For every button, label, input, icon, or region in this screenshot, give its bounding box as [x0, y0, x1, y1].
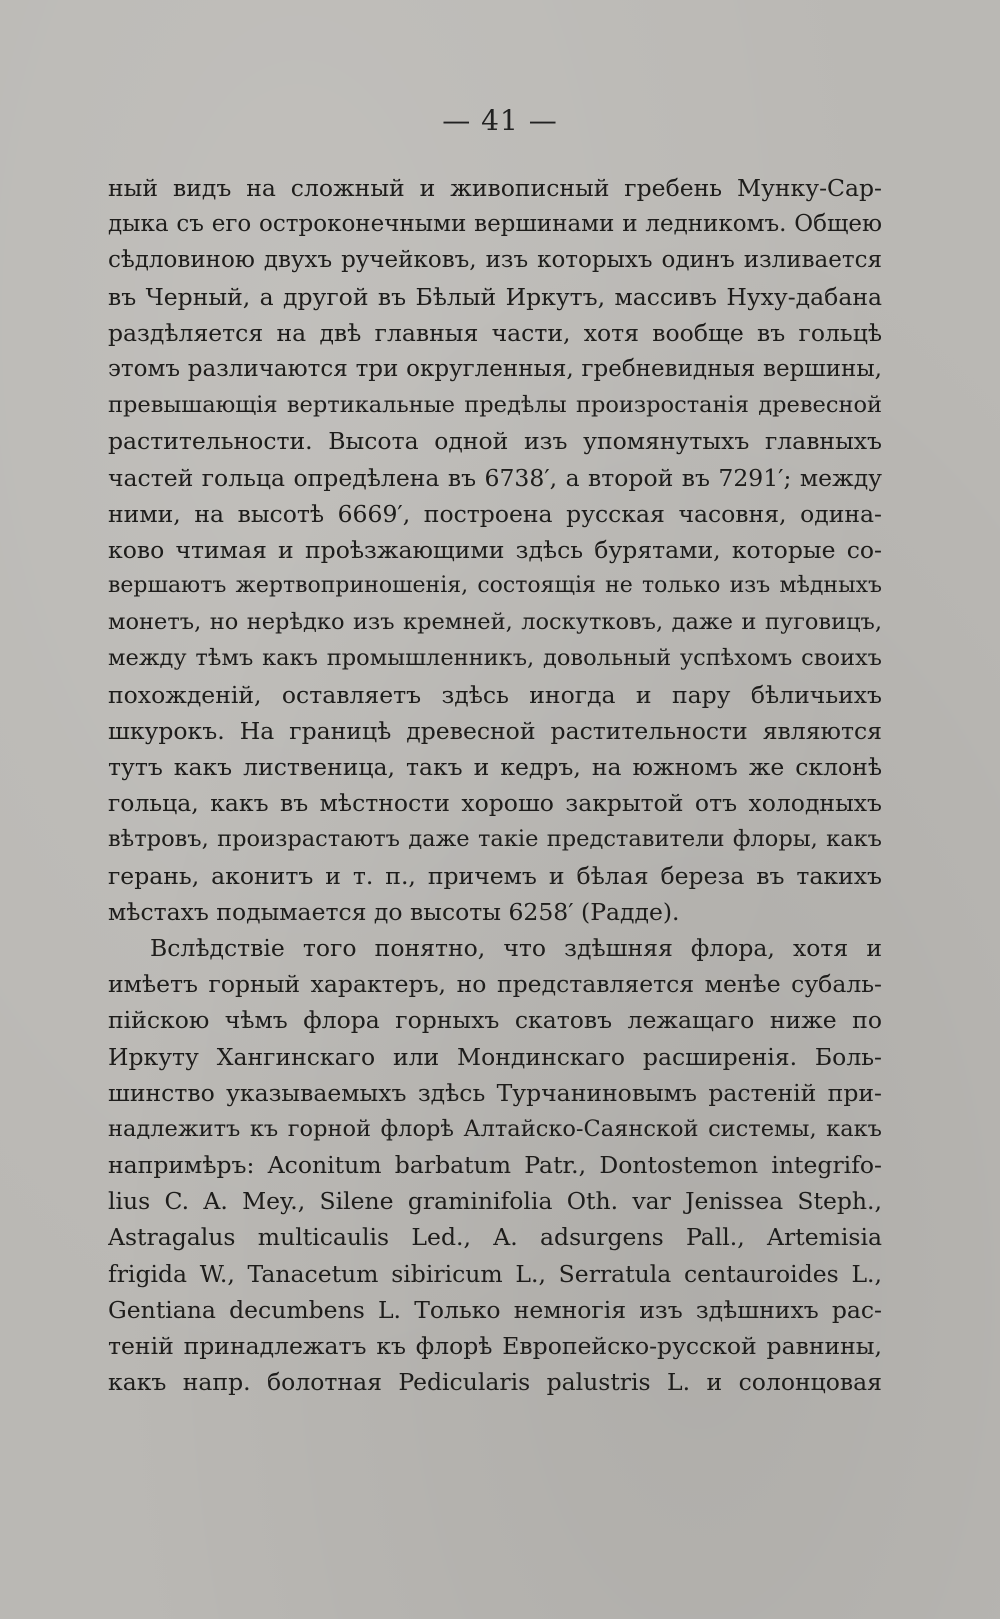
text-line: сѣдловиною двухъ ручейковъ, изъ которыхъ одинъ изливается: [108, 247, 882, 274]
text-line: ный видъ на сложный и живописный гребень Мунку-Сар-: [108, 174, 882, 202]
text-line: въ Черный, а другой въ Бѣлый Иркутъ, массивъ Нуху-дабана: [108, 282, 882, 311]
text-line: герань, аконитъ и т. п., причемъ и бѣлая береза въ такихъ: [108, 861, 882, 890]
text-line: гольца, какъ въ мѣстности хорошо закрытой отъ холодныхъ: [108, 789, 882, 818]
text-line: шкурокъ. На границѣ древесной растительности являются: [108, 716, 882, 745]
text-line: напримѣръ: Aconitum barbatum Patr., Dontostemon integrifo-: [108, 1151, 882, 1180]
text-line: вѣтровъ, произрастаютъ даже такіе представители флоры, какъ: [108, 826, 882, 853]
text-line: какъ напр. болотная Pedicularis palustris L. и солонцовая: [108, 1368, 882, 1397]
text-line: надлежитъ къ горной флорѣ Алтайско-Саянской системы, какъ: [108, 1115, 882, 1142]
page-number: — 41 —: [442, 104, 558, 137]
text-line: между тѣмъ какъ промышленникъ, довольный успѣхомъ своихъ: [108, 645, 882, 672]
text-line: тутъ какъ лиственица, такъ и кедръ, на южномъ же склонѣ: [108, 753, 882, 781]
text-line: похожденій, оставляетъ здѣсь иногда и пару бѣличьихъ: [108, 680, 882, 709]
text-line: пійскою чѣмъ флора горныхъ скатовъ лежащаго ниже по: [108, 1006, 882, 1035]
text-line: частей гольца опредѣлена въ 6738′, а второй въ 7291′; между: [108, 463, 882, 492]
text-line: ково чтимая и проѣзжающими здѣсь бурятами, которые со-: [108, 535, 882, 564]
text-line: lius C. A. Mey., Silene graminifolia Oth. var Jenissea Steph.,: [108, 1187, 882, 1216]
text-line: имѣетъ горный характеръ, но представляется менѣе субаль-: [108, 970, 882, 999]
text-line: теній принадлежатъ къ флорѣ Европейско-русской равнины,: [108, 1332, 882, 1360]
paragraph-start-line: Вслѣдствіе того понятно, что здѣшняя флора, хотя и: [150, 933, 882, 962]
text-line: Astragalus multicaulis Led., A. adsurgens Pall., Artemisia: [108, 1223, 882, 1252]
text-line: frigida W., Tanacetum sibiricum L., Serratula centauroides L.,: [108, 1259, 882, 1288]
text-line: растительности. Высота одной изъ упомянутыхъ главныхъ: [108, 427, 882, 456]
text-line: монетъ, но нерѣдко изъ кремней, лоскутковъ, даже и пуговицъ,: [108, 609, 882, 636]
paragraph-end-line: мѣстахъ подымается до высоты 6258′ (Радде).: [108, 897, 680, 926]
text-line: превышающія вертикальные предѣлы произростанія древесной: [108, 392, 882, 419]
text-line: этомъ различаются три округленныя, гребневидныя вершины,: [108, 355, 882, 382]
text-line: Иркуту Хангинскаго или Мондинскаго расширенія. Боль-: [108, 1042, 882, 1071]
text-line: шинство указываемыхъ здѣсь Турчаниновымъ растеній при-: [108, 1078, 882, 1107]
text-line: раздѣляется на двѣ главныя части, хотя вообще въ гольцѣ: [108, 318, 882, 347]
text-line: ними, на высотѣ 6669′, построена русская часовня, одина-: [108, 499, 882, 528]
body-text: [108, 170, 882, 1400]
text-line: дыка съ его остроконечными вершинами и ледникомъ. Общею: [108, 211, 882, 238]
text-line: вершаютъ жертвоприношенія, состоящія не только изъ мѣдныхъ: [108, 573, 882, 599]
text-line: Gentiana decumbens L. Только немногія изъ здѣшнихъ рас-: [108, 1295, 882, 1324]
